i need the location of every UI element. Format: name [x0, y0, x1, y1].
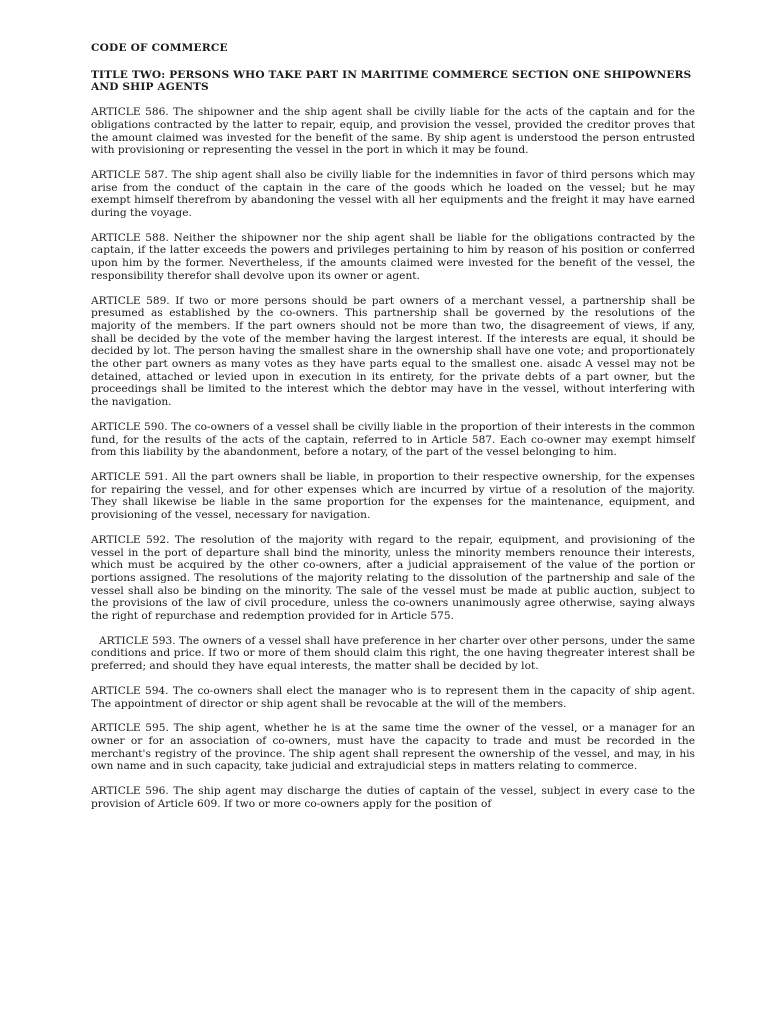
article-588: ARTICLE 588. Neither the shipowner nor the ship agent shall be liable for the obligations contracted by the captain, if the latter exceeds the powers and privileges pertaining to him by reason of his position or conferred upon him by the former. Nevertheless, if the amounts claimed were invested for the benefit of the vessel, the responsibility therefor shall devolve upon its owner or agent. — [91, 231, 695, 282]
article-595: ARTICLE 595. The ship agent, whether he is at the same time the owner of the vessel, or a manager for an owner or for an association of co-owners, must have the capacity to trade and must be recorded in the merchant's registry of the province. The ship agent shall represent the ownership of the vessel, and may, in his own name and in such capacity, take judicial and extrajudicial steps in matters relating to commerce. — [91, 722, 695, 773]
article-592: ARTICLE 592. The resolution of the majority with regard to the repair, equipment, and provisioning of the vessel in the port of departure shall bind the minority, unless the minority members renounce their interests, which must be acquired by the other co-owners, after a judicial appraisement of the value of the portion or portions assigned. The resolutions of the majority relating to the dissolution of the partnership and sale of the vessel shall also be binding on the minority. The sale of the vessel must be made at public auction, subject to the provisions of the law of civil procedure, unless the co-owners unanimously agree otherwise, saying always the right of repurchase and redemption provided for in Article 575. — [91, 533, 695, 623]
article-587: ARTICLE 587. The ship agent shall also be civilly liable for the indemnities in favor of third persons which may arise from the conduct of the captain in the care of the goods which he loaded on the vessel; but he may exempt himself therefrom by abandoning the vessel with all her equipments and the freight it may have earned during the voyage. — [91, 168, 695, 220]
document-title: CODE OF COMMERCE — [91, 42, 228, 54]
article-593: ARTICLE 593. The owners of a vessel shall have preference in her charter over other persons, under the same conditions and price. If two or more of them should claim this right, the one having thegreater interest shall be preferred; and should they have equal interests, the matter shall be decided by lot. — [91, 634, 695, 673]
document-page — [91, 42, 695, 822]
article-590: ARTICLE 590. The co-owners of a vessel shall be civilly liable in the proportion of their interests in the common fund, for the results of the acts of the captain, referred to in Article 587. Each co-owner may exempt himself from this liability by the abandonment, before a notary, of the part of the vessel belonging to him. — [91, 420, 695, 459]
section-title: TITLE TWO: PERSONS WHO TAKE PART IN MARITIME COMMERCE SECTION ONE SHIPOWNERS AND SHIP AGENTS — [91, 68, 692, 94]
article-589: ARTICLE 589. If two or more persons should be part owners of a merchant vessel, a partnership shall be presumed as established by the co-owners. This partnership shall be governed by the resolutions of the majority of the members. If the part owners should not be more than two, the disagreement of views, if any, shall be decided by the vote of the member having the largest interest. If the interests are equal, it should be decided by lot. The person having the smallest share in the ownership shall have one vote; and proportionately the other part owners as many votes as they have parts equal to the smallest one. aisadc A vessel may not be detained, attached or levied upon in execution in its entirety, for the private debts of a part owner, but the proceedings shall be limited to the interest which the debtor may have in the vessel, without interfering with the navigation. — [91, 294, 695, 409]
article-596: ARTICLE 596. The ship agent may discharge the duties of captain of the vessel, subject in every case to the provision of Article 609. If two or more co-owners apply for the position of — [91, 785, 695, 810]
article-591: ARTICLE 591. All the part owners shall be liable, in proportion to their respective ownership, for the expenses for repairing the vessel, and for other expenses which are incurred by virtue of a resolution of the majority. They shall likewise be liable in the same proportion for the expenses for the maintenance, equipment, and provisioning of the vessel, necessary for navigation. — [91, 470, 695, 522]
article-594: ARTICLE 594. The co-owners shall elect the manager who is to represent them in the capacity of ship agent. The appointment of director or ship agent shall be revocable at the will of the members. — [91, 684, 695, 710]
article-586: ARTICLE 586. The shipowner and the ship agent shall be civilly liable for the acts of the captain and for the obligations contracted by the latter to repair, equip, and provision the vessel, provided the creditor proves that the amount claimed was invested for the benefit of the same. By ship agent is understood the person entrusted with provisioning or representing the vessel in the port in which it may be found. — [91, 106, 695, 157]
